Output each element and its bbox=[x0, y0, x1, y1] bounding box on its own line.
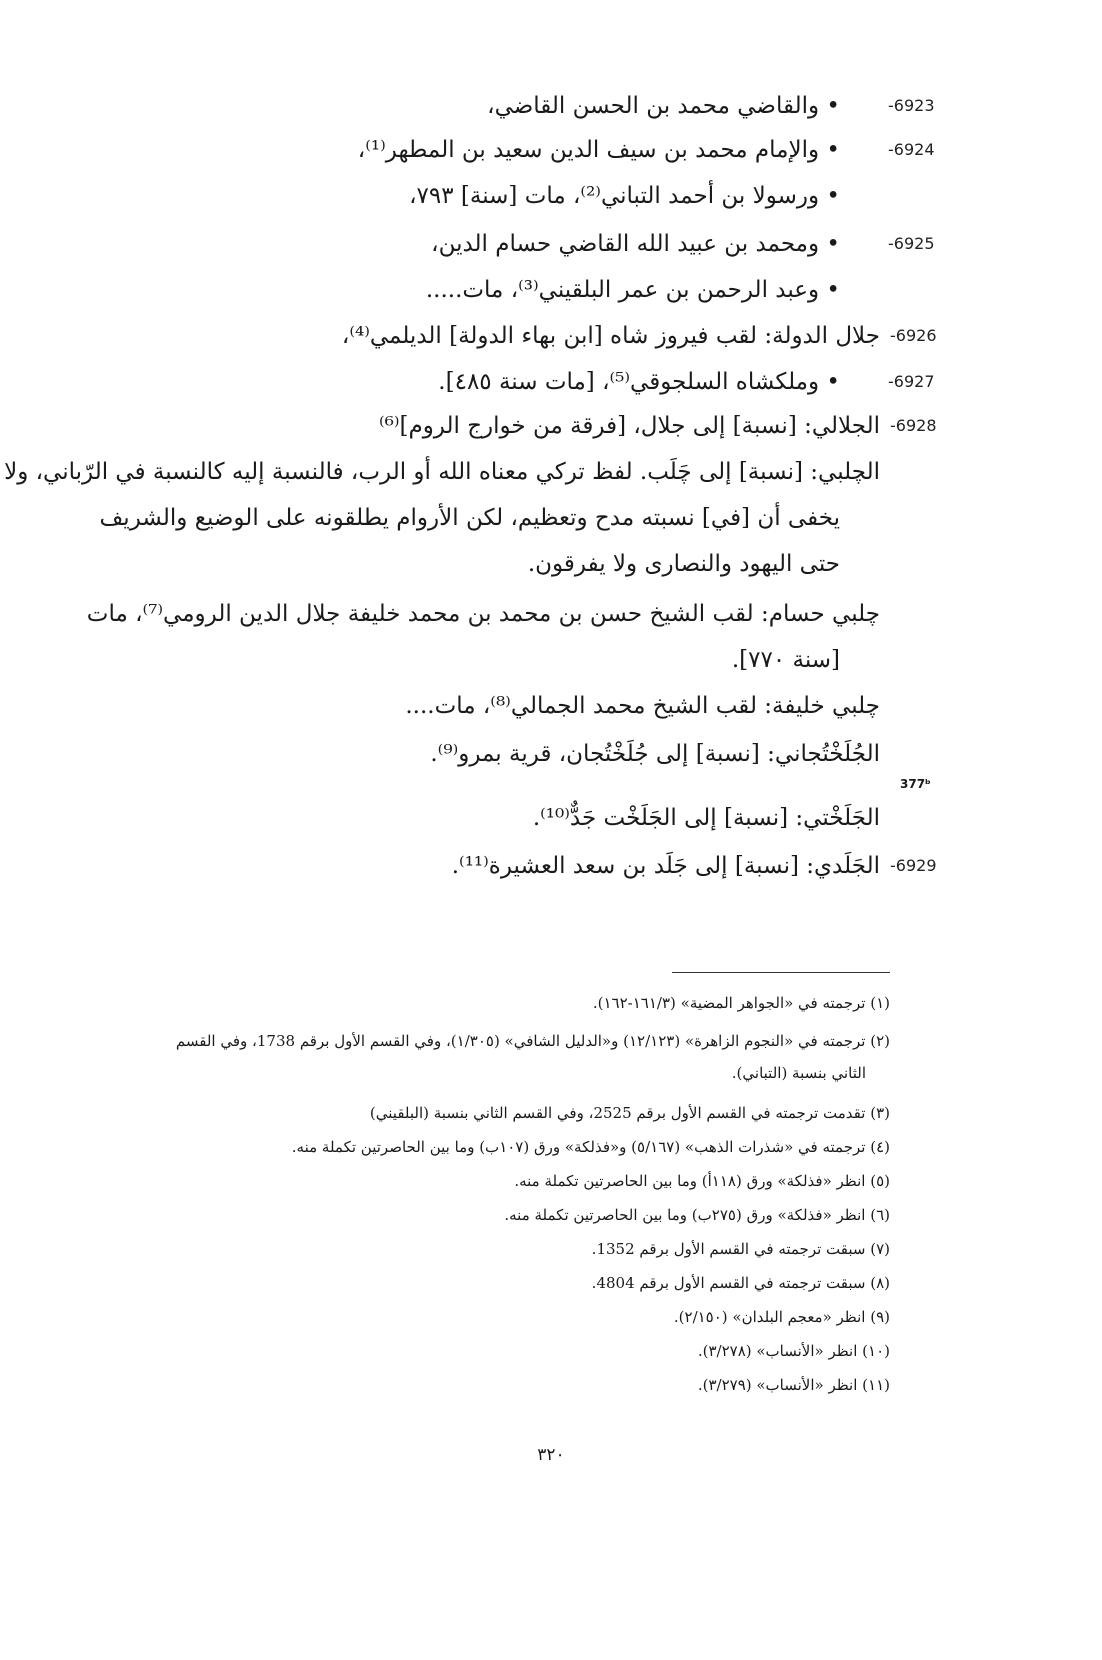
entry-text: • والإمام محمد بن سيف الدين سعيد بن المطهر⁽¹⁾، bbox=[357, 137, 840, 163]
entry-number: -6928 bbox=[890, 416, 937, 435]
entry-number: -6929 bbox=[890, 856, 937, 875]
footnote: (٢) ترجمته في «النجوم الزاهرة» (١٢/١٢٣) و«الدليل الشافي» (١/٣٠٥)، وفي القسم الأول برقم 1738، وفي القسم bbox=[175, 1032, 890, 1050]
paragraph-line: الجَلَخْتي: [نسبة] إلى الجَلَخْت جَدٌّ⁽¹⁰⁾. bbox=[532, 805, 880, 831]
paragraph-line: حتى اليهود والنصارى ولا يفرقون. bbox=[527, 551, 840, 577]
entry-text: • والقاضي محمد بن الحسن القاضي، bbox=[487, 93, 840, 119]
footnote-divider bbox=[672, 972, 890, 973]
paragraph-line: چلبي خليفة: لقب الشيخ محمد الجمالي⁽⁸⁾، مات.... bbox=[405, 693, 880, 719]
footnote: (١٠) انظر «الأنساب» (٣/٢٧٨). bbox=[697, 1342, 890, 1360]
paragraph-line: يخفى أن [في] نسبته مدح وتعظيم، لكن الأروام يطلقونه على الوضيع والشريف bbox=[99, 505, 840, 531]
entry-number: -6923 bbox=[888, 96, 935, 115]
entry-text: • وملكشاه السلجوقي⁽⁵⁾، [مات سنة ٤٨٥]. bbox=[438, 369, 840, 395]
entry-text: الجلالي: [نسبة] إلى جلال، [فرقة من خوارج الروم]⁽⁶⁾ bbox=[378, 413, 880, 439]
paragraph-line: چلبي حسام: لقب الشيخ حسن بن محمد بن محمد خليفة جلال الدين الرومي⁽⁷⁾، مات bbox=[86, 601, 880, 627]
paragraph-line: الچلبي: [نسبة] إلى چَلَب. لفظ تركي معناه الله أو الرب، فالنسبة إليه كالنسبة في الرّباني، ولا bbox=[4, 459, 880, 485]
entry-number: -6927 bbox=[888, 372, 935, 391]
footnote: (٧) سبقت ترجمته في القسم الأول برقم 1352. bbox=[591, 1240, 890, 1258]
entry-text: الجَلَدي: [نسبة] إلى جَلَد بن سعد العشيرة⁽¹¹⁾. bbox=[451, 853, 880, 879]
footnote: (٥) انظر «فذلكة» ورق (١١٨أ) وما بين الحاصرتين تكملة منه. bbox=[514, 1172, 890, 1190]
entry-number: -6926 bbox=[890, 326, 937, 345]
paragraph-line: [سنة ٧٧٠]. bbox=[731, 647, 840, 673]
footnote: (٤) ترجمته في «شذرات الذهب» (٥/١٦٧) و«فذلكة» ورق (١٠٧ب) وما بين الحاصرتين تكملة منه. bbox=[291, 1138, 890, 1156]
folio-marker: 377ᵇ bbox=[900, 777, 931, 791]
footnote: (١١) انظر «الأنساب» (٣/٢٧٩). bbox=[697, 1376, 890, 1394]
footnote: (٨) سبقت ترجمته في القسم الأول برقم 4804. bbox=[591, 1274, 890, 1292]
paragraph-line: الجُلَخْتُجاني: [نسبة] إلى جُلَخْتُجان، قرية بمرو⁽⁹⁾. bbox=[430, 741, 880, 767]
page-number: ٣٢٠ bbox=[537, 1445, 565, 1465]
footnote: (٦) انظر «فذلكة» ورق (٢٧٥ب) وما بين الحاصرتين تكملة منه. bbox=[504, 1206, 890, 1224]
entry-number: -6925 bbox=[888, 234, 935, 253]
entry-number: -6924 bbox=[888, 140, 935, 159]
entry-text: • وعبد الرحمن بن عمر البلقيني⁽³⁾، مات..... bbox=[425, 277, 840, 303]
footnote: (١) ترجمته في «الجواهر المضية» (١٦١/٣-١٦٢). bbox=[592, 994, 890, 1012]
footnote: (٣) تقدمت ترجمته في القسم الأول برقم 2525، وفي القسم الثاني بنسبة (البلقيني) bbox=[369, 1104, 890, 1122]
footnote: (٩) انظر «معجم البلدان» (٢/١٥٠). bbox=[673, 1308, 890, 1326]
entry-text: • ورسولا بن أحمد التباني⁽²⁾، مات [سنة] ٧٩٣، bbox=[409, 183, 840, 209]
footnote: الثاني بنسبة (التباني). bbox=[731, 1064, 866, 1082]
entry-text: • ومحمد بن عبيد الله القاضي حسام الدين، bbox=[431, 231, 840, 257]
entry-text: جلال الدولة: لقب فيروز شاه [ابن بهاء الدولة] الديلمي⁽⁴⁾، bbox=[341, 323, 880, 349]
